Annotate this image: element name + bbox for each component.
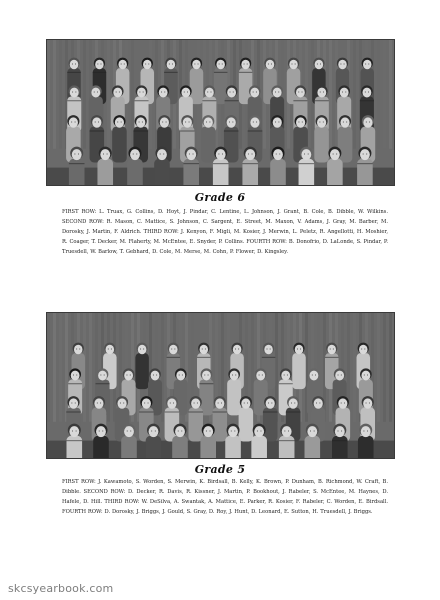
student-figure xyxy=(279,424,295,458)
site-watermark: skcsyearbook.com xyxy=(8,582,114,595)
student-figure xyxy=(127,147,143,185)
student-figure xyxy=(121,424,137,458)
student-figure xyxy=(135,343,149,390)
student-figure xyxy=(93,424,109,458)
student-figure xyxy=(69,147,85,185)
student-figure xyxy=(201,115,216,162)
student-figure xyxy=(200,424,216,458)
student-figure xyxy=(188,396,203,441)
student-figure xyxy=(299,147,315,185)
student-figure xyxy=(292,343,306,390)
student-figure xyxy=(154,147,170,185)
student-figure xyxy=(213,147,229,185)
student-figure xyxy=(97,147,113,185)
student-figure xyxy=(172,424,188,458)
grade-5-name-list: FIRST ROW: J. Kawamoto, S. Worden, S. Merwin, K. Birdsall, B. Kelly, K. Brown, P. Dunham, B. Richmond, W. Craft, B. Dibble. SECOND ROW: D. Decker, R. Davis, R. Kissner, J. Martin, P. Bookhout, J. Rabeler, S. McEntee, M. Haynes, D. Hafele, D. Hill. THIRD ROW: W. DeSilva, A. Swantak, A. Mattice, E. Parker, R. Kosier, F. Rabeler, C. Worden, E. Birdsall. FOURTH ROW: D. Dorosky, J. Briggs, J. Gould, S. Gray, D. Roy, J. Hunt, D. Leonard, E. Sutton, H. Truesdell, J. Briggs. xyxy=(62,479,388,515)
student-figure xyxy=(357,147,373,185)
student-figure xyxy=(213,396,228,441)
student-figure xyxy=(305,424,321,458)
student-figure xyxy=(190,58,204,105)
grade-5-title: Grade 5 xyxy=(194,463,246,476)
student-figure xyxy=(251,424,267,458)
student-figure xyxy=(146,424,162,458)
student-figure xyxy=(239,396,254,441)
grade-6-title: Grade 6 xyxy=(194,191,246,204)
student-figure xyxy=(332,424,348,458)
student-figure xyxy=(263,396,278,441)
student-figure xyxy=(112,115,127,162)
student-figure xyxy=(270,147,286,185)
student-figure xyxy=(214,58,228,105)
student-figure xyxy=(314,115,329,162)
grade-6-photo-image xyxy=(47,40,394,185)
student-figure xyxy=(199,368,213,415)
student-figure xyxy=(225,424,241,458)
grade-5-class-photo xyxy=(46,312,395,459)
student-figure xyxy=(183,147,199,185)
grade-6-name-list: FIRST ROW: L. Truax, G. Collins, D. Hoyt, J. Pindar, C. Lentine, L. Johnson, J. Grant, B. Cole, B. Dibble, W. Wilkins. SECOND ROW: R. Mason, C. Mattice, S. Johnson, C. Sargent, E. Street, M. Maxon, V. Adams, J. Gray, M. Barber, M. Dorosky, J. Martin, F. Aldrich. THIRD ROW: J. Kenyon, F. Migli, M. Kosier, J. Merwin, L. Peletz, R. Angellotti, H. Moshier, R. Coager, T. Decker, M. Flaherty, M. McEntee, E. Snyder, P. Collins. FOURTH ROW: B. Donofrio, D. LaLonde, S. Pindar, P. Truesdell, W. Barlow, T. Gebhard, D. Cole, M. Merse, M. Cohn, P. Flower, D. Kingsley. xyxy=(62,209,388,255)
student-figure xyxy=(358,424,374,458)
student-figure xyxy=(327,147,343,185)
grade-6-class-photo xyxy=(46,39,395,186)
student-figure xyxy=(227,368,241,415)
student-figure xyxy=(242,147,258,185)
grade-5-photo-image xyxy=(47,313,394,458)
student-figure xyxy=(66,424,82,458)
